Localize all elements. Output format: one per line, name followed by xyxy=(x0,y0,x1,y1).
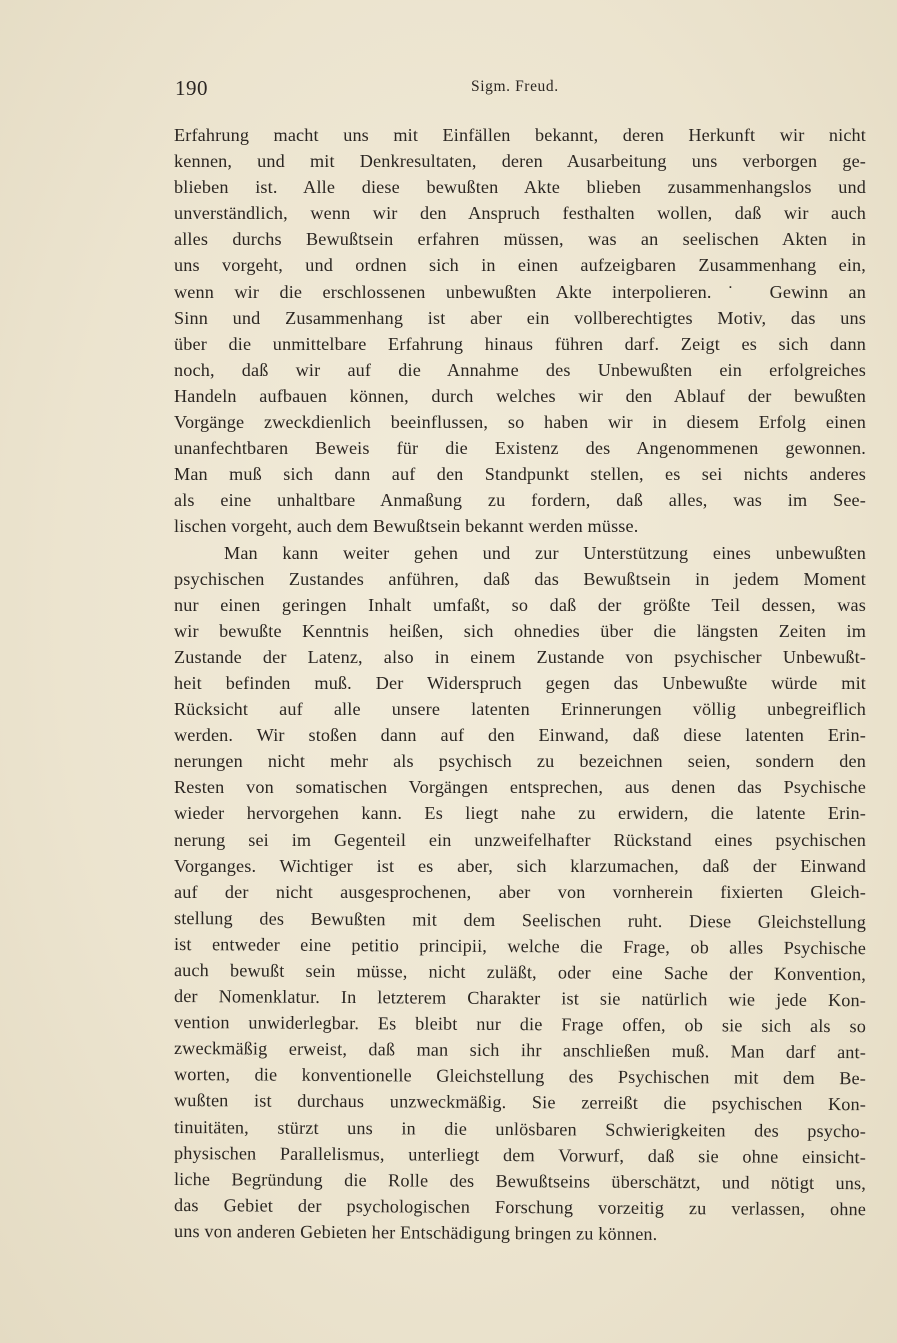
paragraph-1 xyxy=(174,122,866,540)
text-line: Vorgänge zweckdienlich beeinflussen, so haben wir in diesem Erfolg einen xyxy=(174,412,866,433)
text-line: der Nomenklatur. In letzterem Charakter ist sie natürlich wie jede Kon- xyxy=(173,986,867,1011)
lower-text-block xyxy=(174,905,866,1244)
text-line: vention unwiderlegbar. Es bleibt nur die Frage offen, ob sie sich als so xyxy=(173,1012,867,1037)
page-header xyxy=(175,72,865,102)
text-line: Man muß sich dann auf den Standpunkt stellen, es sei nichts anderes xyxy=(174,464,866,485)
text-line: zweckmäßig erweist, daß man sich ihr anschließen muß. Man darf ant- xyxy=(173,1038,867,1063)
text-line: unanfechtbaren Beweis für die Existenz des Angenommenen gewonnen. xyxy=(174,438,866,459)
body-text xyxy=(174,122,866,1244)
text-line: blieben ist. Alle diese bewußten Akte blieben zusammenhangslos und xyxy=(174,177,866,198)
text-line: werden. Wir stoßen dann auf den Einwand, daß diese latenten Erin- xyxy=(174,725,866,746)
text-line: wir bewußte Kenntnis heißen, sich ohnedies über die längsten Zeiten im xyxy=(174,620,866,641)
text-line: uns vorgeht, und ordnen sich in einen aufzeigbaren Zusammenhang ein, xyxy=(174,255,866,276)
text-line: unverständlich, wenn wir den Anspruch festhalten wollen, daß wir auch xyxy=(174,203,866,224)
text-line: psychischen Zustandes anführen, daß das Bewußtsein in jedem Moment xyxy=(174,568,866,589)
text-line: lischen vorgeht, auch dem Bewußtsein bekannt werden müsse. xyxy=(174,516,639,537)
page-number: 190 xyxy=(175,76,208,100)
text-line: nerung sei im Gegenteil ein unzweifelhafter Rückstand eines psychischen xyxy=(174,829,866,850)
text-line: nerungen nicht mehr als psychisch zu bezeichnen seien, sondern den xyxy=(174,751,866,772)
text-line: stellung des Bewußten mit dem Seelischen ruht. Diese Gleichstellung xyxy=(173,907,867,933)
text-line: wieder hervorgehen kann. Es liegt nahe zu erwidern, die latente Erin- xyxy=(174,803,866,824)
text-line: liche Begründung die Rolle des Bewußtseins überschätzt, und nötigt uns, xyxy=(173,1168,867,1193)
text-line: Zustande der Latenz, also in einem Zustande von psychischer Unbewußt- xyxy=(174,646,866,667)
text-line: uns von anderen Gebieten her Entschädigung bringen zu können. xyxy=(173,1220,658,1244)
text-line: Man kann weiter gehen und zur Unterstützung eines unbewußten xyxy=(224,542,866,563)
paragraph-2 xyxy=(174,540,866,1245)
text-line: über die unmittelbare Erfahrung hinaus führen darf. Zeigt es sich dann xyxy=(174,333,866,354)
text-line: Erfahrung macht uns mit Einfällen bekannt, deren Herkunft wir nicht xyxy=(174,125,866,145)
text-line: Rücksicht auf alle unsere latenten Erinnerungen völlig unbegreiflich xyxy=(174,699,866,720)
text-line: alles durchs Bewußtsein erfahren müssen, was an seelischen Akten in xyxy=(174,229,866,250)
text-line: Resten von somatischen Vorgängen entsprechen, aus denen das Psychische xyxy=(174,777,866,798)
text-line: heit befinden muß. Der Widerspruch gegen das Unbewußte würde mit xyxy=(174,672,866,693)
text-line: ist entweder eine petitio principii, welche die Frage, ob alles Psychische xyxy=(173,933,867,959)
text-line: nur einen geringen Inhalt umfaßt, so daß der größte Teil dessen, was xyxy=(174,594,866,615)
text-line: Vorganges. Wichtiger ist es aber, sich klarzumachen, daß der Einwand xyxy=(174,855,866,876)
text-line: Sinn und Zusammenhang ist aber ein vollberechtigtes Motiv, das uns xyxy=(174,307,866,328)
text-line: auf der nicht ausgesprochenen, aber von vornherein fixierten Gleich- xyxy=(174,881,866,902)
text-line: Handeln aufbauen können, durch welches wir den Ablauf der bewußten xyxy=(174,385,866,406)
text-line: worten, die konventionelle Gleichstellung des Psychischen mit dem Be- xyxy=(173,1064,867,1089)
text-line: kennen, und mit Denkresultaten, deren Ausarbeitung uns verborgen ge- xyxy=(174,151,866,172)
text-line: physischen Parallelismus, unterliegt dem Vorwurf, daß sie ohne einsicht- xyxy=(173,1142,867,1167)
text-line: wenn wir die erschlossenen unbewußten Akte interpolieren.˙ Gewinn an xyxy=(174,281,866,302)
text-line: noch, daß wir auf die Annahme des Unbewußten ein erfolgreiches xyxy=(174,359,866,380)
text-line: auch bewußt sein müsse, nicht zuläßt, oder eine Sache der Konvention, xyxy=(173,960,867,985)
text-line: als eine unhaltbare Anmaßung zu fordern, daß alles, was im See- xyxy=(174,490,866,511)
text-line: wußten ist durchaus unzweckmäßig. Sie zerreißt die psychischen Kon- xyxy=(173,1090,867,1115)
running-head: Sigm. Freud. xyxy=(471,78,559,95)
text-line: tinuitäten, stürzt uns in die unlösbaren Schwierigkeiten des psycho- xyxy=(173,1116,867,1141)
text-line: das Gebiet der psychologischen Forschung vorzeitig zu verlassen, ohne xyxy=(173,1194,867,1220)
